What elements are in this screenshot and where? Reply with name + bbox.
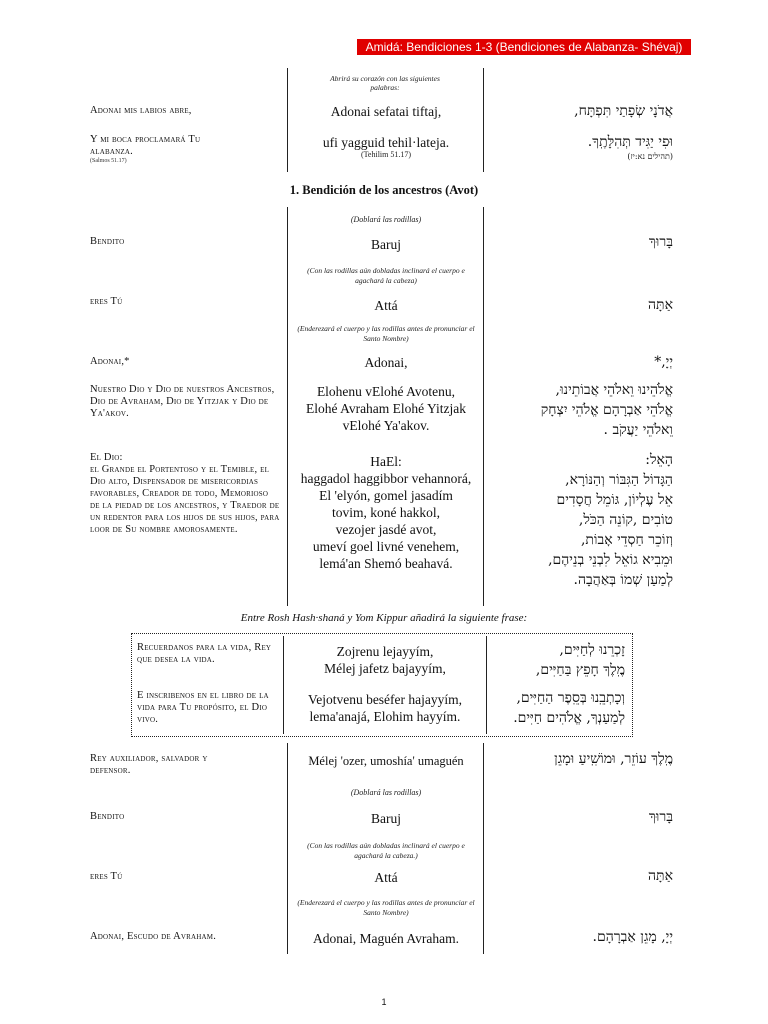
- elohenu-translit-line: vElohé Ya'akov.: [342, 418, 430, 433]
- maguen-spanish: Adonai, Escudo de Avraham.: [90, 931, 217, 942]
- hael-hebrew: [487, 450, 673, 590]
- box-divider-left: [283, 636, 284, 734]
- adonai-translit: Adonai,: [364, 355, 408, 370]
- baruj-translit: Baruj: [371, 237, 401, 252]
- melej-hebrew: מֶֽלֶךְ עוֹזֵר, וּמוֹשִֽׁיעַ וּמָגֵן: [554, 751, 673, 767]
- adonai-spanish: Adonai,*: [90, 356, 130, 367]
- baruj-hebrew: בָּרוּךְ: [648, 234, 673, 250]
- hael-translit-line: El 'elyón, gomel jasadím: [319, 488, 453, 503]
- column-divider-left: [287, 743, 288, 954]
- baruj-translit: Baruj: [371, 811, 401, 826]
- box-row1-hebrew-line: מֶֽלֶךְ חָפֵץ בַּחַיִּים,: [535, 662, 625, 678]
- box-row2-hebrew: [490, 688, 625, 728]
- hael-hebrew-line: וְזוֹכֵר חַסְדֵי אָבוֹת,: [580, 532, 673, 548]
- elohenu-spanish: Nuestro Dio y Dio de nuestros Ancestros, Dio de Avraham, Dio de Yitzjak y Dio de Ya'akov.: [90, 384, 275, 419]
- instruction-bend: (Doblará las rodillas): [350, 788, 422, 797]
- atta-hebrew: אַתָּה: [648, 868, 673, 884]
- instruction-straighten: (Enderezará el cuerpo y las rodillas antes de pronunciar el Santo Nombre): [297, 324, 475, 343]
- elohenu-translit-line: Elohé Avraham Elohé Yitzjak: [305, 401, 467, 416]
- baruj-spanish: Bendito: [90, 236, 125, 247]
- instruction-bow: (Con las rodillas aún dobladas inclinará el cuerpo e agachará la cabeza): [307, 266, 465, 285]
- intro-row1-translit: Adonai sefatai tiftaj,: [330, 104, 442, 119]
- intro-row2-translit: ufi yagguid tehil·lateja.: [322, 135, 450, 150]
- hael-spanish-line: el Grande el Portentoso y el Temible, el Dio alto, Dispensador de misericordias favorables, Creador de todo, Memorioso de la piedad de los ancestros, y Traedor de un redentor para los hijos de sus hijos, para loor de Su nombre amorosamente.: [90, 464, 280, 535]
- atta-translit: Attá: [374, 298, 398, 313]
- atta-hebrew: אַתָּה: [648, 297, 673, 313]
- elohenu-hebrew-line: אֱלֹהֵינוּ וֵאלֹהֵי אֲבוֹתֵינוּ,: [555, 382, 673, 398]
- elohenu-translit: [290, 383, 482, 434]
- maguen-hebrew: יְיָ, מָגֵן אַבְרָהָם.: [592, 929, 673, 945]
- hael-spanish-line: El Dio:: [90, 452, 123, 463]
- box-row1-hebrew-line: זָכְרֵנוּ לְחַיִּים,: [559, 642, 625, 658]
- box-row1-spanish: Recuerdanos para la vida, Rey que desea la vida.: [137, 642, 272, 665]
- baruj-spanish: Bendito: [90, 811, 125, 822]
- section-title: 1. Bendición de los ancestros (Avot): [289, 183, 479, 197]
- intro-row1-hebrew: אֲדֹנָי שְׂפָתַי תִּפְתָּח,: [574, 103, 673, 119]
- rosh-hashana-note: Entre Rosh Hash·shaná y Yom Kippur añadirá la siguiente frase:: [240, 612, 528, 624]
- baruj-hebrew: בָּרוּךְ: [648, 809, 673, 825]
- column-divider-right: [483, 743, 484, 954]
- instruction-straighten: (Enderezará el cuerpo y las rodillas antes de pronunciar el Santo Nombre): [297, 898, 475, 917]
- box-divider-right: [486, 636, 487, 734]
- atta-spanish: eres Tú: [90, 871, 123, 882]
- elohenu-hebrew: [487, 380, 673, 440]
- box-row2-translit-line: lema'anajá, Elohim hayyím.: [309, 709, 461, 724]
- box-row2-translit-line: Vejotvenu beséfer hajayyím,: [307, 692, 463, 707]
- intro-row2-translit-source: (Tehilim 51.17): [360, 150, 412, 159]
- instruction-bow: (Con las rodillas aún dobladas inclinará el cuerpo e agachará la cabeza.): [307, 841, 465, 860]
- melej-spanish: Rey auxiliador, salvador y defensor.: [90, 753, 208, 776]
- elohenu-translit-line: Elohenu vElohé Avotenu,: [316, 384, 456, 399]
- atta-translit: Attá: [374, 870, 398, 885]
- hael-hebrew-line: וּמֵבִיא גוֹאֵל לִבְנֵי בְנֵיהֶם,: [548, 552, 673, 568]
- intro-instruction: Abrirá su corazón con las siguientes palabras:: [330, 74, 440, 92]
- hael-hebrew-line: טוֹבִים ,קוֹנֵה הַכֹּל,: [578, 512, 673, 528]
- box-row1-hebrew: [490, 640, 625, 680]
- box-row2-translit: [286, 691, 484, 725]
- hael-hebrew-line: הָאֵל:: [645, 452, 673, 468]
- intro-row1-spanish: Adonai mis labios abre,: [90, 105, 192, 116]
- hael-translit-line: HaEl:: [370, 454, 402, 469]
- maguen-translit: Adonai, Maguén Avraham.: [313, 931, 459, 946]
- header-title: Amidá: Bendiciones 1-3 (Bendiciones de Alabanza- Shévaj): [357, 39, 691, 55]
- box-row2-hebrew-line: וְכָתְבֵֽנוּ בְּסֵֽפֶר הַחַיִּים,: [516, 690, 625, 706]
- column-divider-right: [483, 207, 484, 606]
- intro-row2-hebrew-source: (תהילים נא:יז): [627, 152, 673, 161]
- box-row1-translit-line: Mélej jafetz bajayyím,: [324, 661, 446, 676]
- hael-hebrew-line: אֵל עֶלְיוֹן, גּוֹמֵל חֲסָדִים: [556, 492, 673, 508]
- hael-translit: [290, 453, 482, 572]
- box-row1-translit-line: Zojrenu lejayyím,: [336, 644, 434, 659]
- hael-translit-line: lemá'an Shemó beahavá.: [319, 556, 453, 571]
- box-row1-translit: [286, 643, 484, 677]
- hael-translit-line: umeví goel livné venehem,: [312, 539, 460, 554]
- hael-translit-line: vezojer jasdé avot,: [335, 522, 437, 537]
- hael-hebrew-line: לְמַעַן שְׁמוֹ בְּאַהֲבָה.: [573, 572, 673, 588]
- hael-translit-line: tovim, koné hakkol,: [332, 505, 440, 520]
- intro-row2-spanish-source: (Salmos 51.17): [90, 158, 127, 164]
- page-number: 1: [381, 997, 387, 1007]
- column-divider-left: [287, 207, 288, 606]
- box-row2-hebrew-line: לְמַעַנְךָ, אֱלֹהִים חַיִּים.: [513, 710, 625, 726]
- intro-row2-hebrew: וּפִי יַגִּיד תְּהִלָּתֶֽךָ.: [587, 134, 673, 150]
- elohenu-hebrew-line: אֱלֹהֵי אַבְרָהָם אֱלֹהֵי יִצְחָק: [540, 402, 673, 418]
- hael-translit-line: haggadol haggibbor vehannorá,: [300, 471, 472, 486]
- elohenu-hebrew-line: וֵאלֹהֵי יַעֲקֹב .: [603, 422, 673, 438]
- instruction-bend: (Doblará las rodillas): [350, 215, 422, 224]
- hael-spanish: [90, 452, 280, 536]
- atta-spanish: eres Tú: [90, 296, 123, 307]
- column-divider-left: [287, 68, 288, 172]
- box-row2-spanish: E inscribenos en el libro de la vida para Tu propósito, el Dio vivo.: [137, 690, 269, 725]
- adonai-hebrew: יְיָ,*: [654, 354, 673, 370]
- intro-row2-spanish: Y mi boca proclamará Tu alabanza.: [90, 134, 201, 157]
- hael-hebrew-line: הַגָּדוֹל הַגִּבּוֹר וְהַנּוֹרָא,: [565, 472, 673, 488]
- melej-translit: Mélej 'ozer, umoshía' umaguén: [308, 754, 464, 768]
- column-divider-right: [483, 68, 484, 172]
